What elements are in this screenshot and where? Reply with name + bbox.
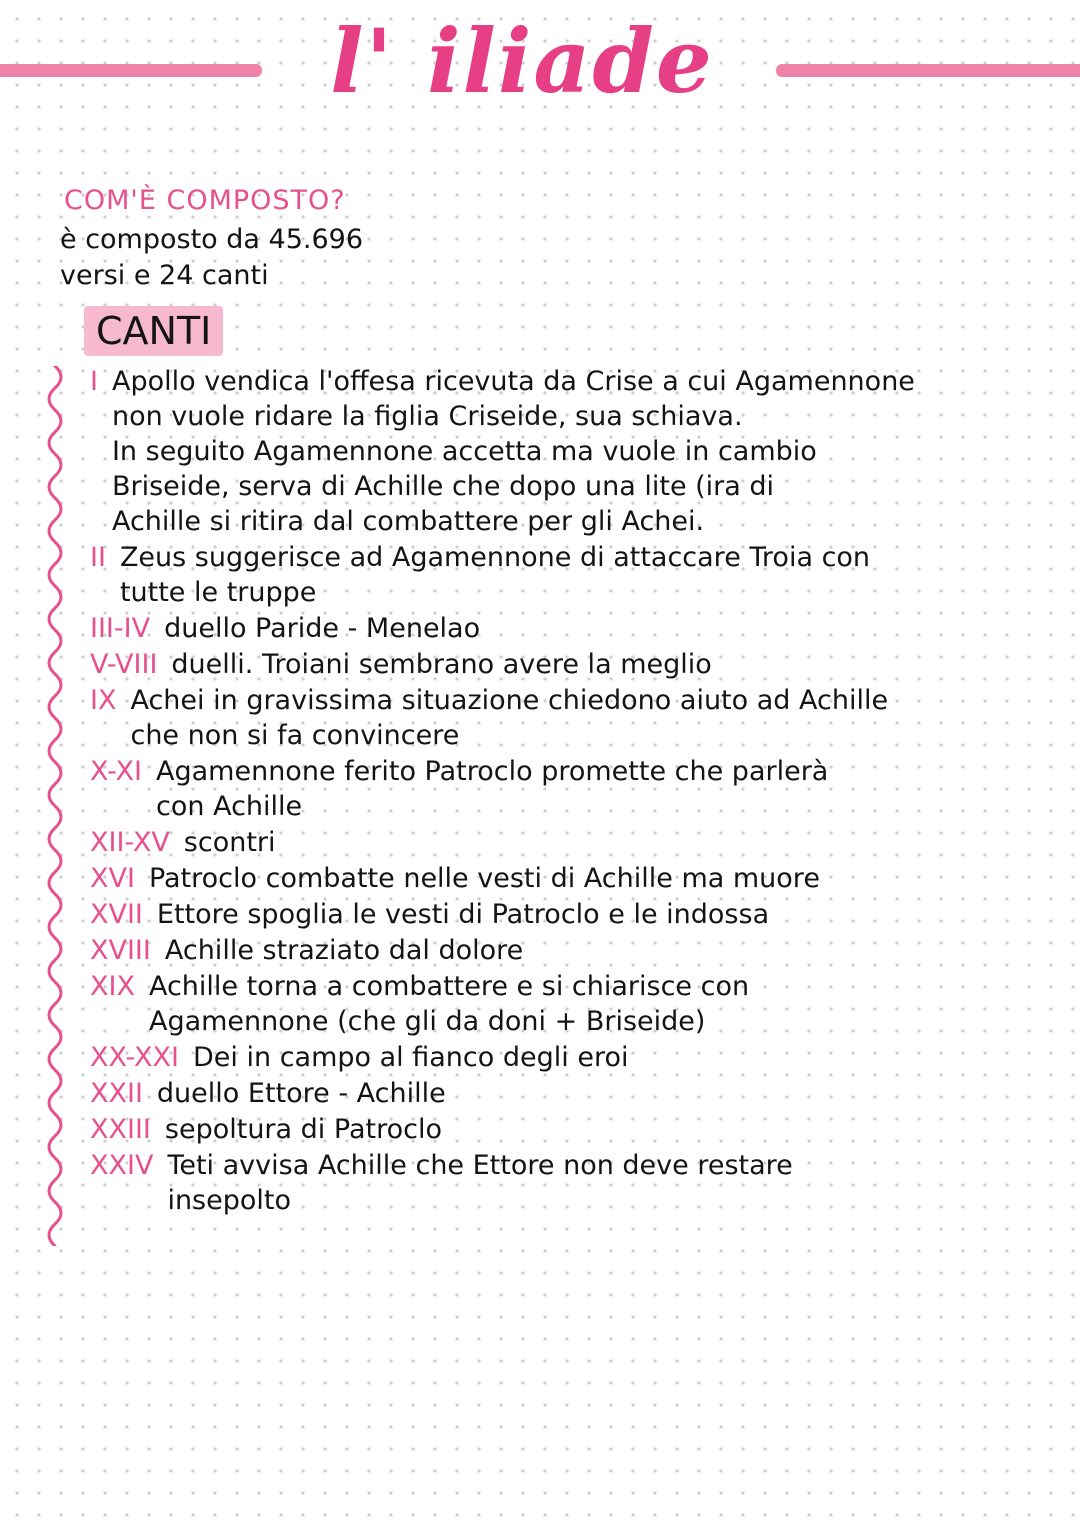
canto-summary	[156, 754, 1060, 824]
canto-summary	[165, 933, 1060, 968]
canto-item	[90, 611, 1060, 646]
canto-summary-line: scontri	[183, 827, 276, 858]
canto-item	[90, 933, 1060, 968]
canto-summary-line: insepolto	[167, 1185, 291, 1216]
canto-summary	[130, 683, 1060, 753]
canto-summary-line: sepoltura di Patroclo	[164, 1114, 442, 1145]
canto-summary-line: non vuole ridare la figlia Criseide, sua schiava.	[111, 401, 743, 432]
intro-text	[60, 222, 363, 294]
canto-summary	[149, 969, 1060, 1039]
canto-summary-line: Achille straziato dal dolore	[164, 935, 524, 966]
canto-summary	[165, 1112, 1060, 1147]
section-question: COM'È COMPOSTO?	[64, 185, 346, 216]
canto-summary-line: Achille si ritira dal combattere per gli Achei.	[111, 506, 705, 537]
title-rule-right	[776, 64, 1080, 77]
canto-summary	[167, 1148, 1060, 1218]
canto-number: V-VIII	[90, 649, 158, 680]
canto-summary-line: Agamennone (che gli da doni + Briseide)	[148, 1006, 706, 1037]
canto-number: XXIII	[90, 1114, 151, 1145]
canto-summary-line: Patroclo combatte nelle vesti di Achille ma muore	[148, 863, 820, 894]
canto-number: II	[90, 542, 106, 573]
canto-number: XVI	[90, 863, 135, 894]
wavy-margin-line	[40, 366, 70, 1246]
canto-summary	[149, 861, 1060, 896]
canto-summary-line: Apollo vendica l'offesa ricevuta da Crise a cui Agamennone	[111, 366, 915, 397]
canto-number: XXIV	[90, 1150, 154, 1181]
canto-number: XVIII	[90, 935, 151, 966]
canto-item	[90, 969, 1060, 1039]
canto-item	[90, 647, 1060, 682]
title-rule-left	[0, 64, 262, 77]
canto-number: X-XI	[90, 756, 143, 787]
canto-number: XXII	[90, 1078, 143, 1109]
canto-summary-line: duello Ettore - Achille	[156, 1078, 446, 1109]
canto-summary	[164, 611, 1060, 646]
canto-summary-line: Briseide, serva di Achille che dopo una lite (ira di	[111, 471, 775, 502]
canto-item	[90, 1112, 1060, 1147]
canto-item	[90, 825, 1060, 860]
canto-summary	[157, 897, 1060, 932]
canto-summary-line: Dei in campo al fianco degli eroi	[193, 1042, 629, 1073]
canto-summary-line: Ettore spoglia le vesti di Patroclo e le indossa	[156, 899, 770, 930]
canto-summary	[157, 1076, 1060, 1111]
canto-number: XX-XXI	[90, 1042, 180, 1073]
canto-summary	[120, 540, 1060, 610]
canto-summary-line: duello Paride - Menelao	[164, 613, 481, 644]
canto-summary-line: Achille torna a combattere e si chiarisce con	[148, 971, 750, 1002]
canto-item	[90, 754, 1060, 824]
canto-item	[90, 540, 1060, 610]
canto-number: XIX	[90, 971, 135, 1002]
canto-item	[90, 1076, 1060, 1111]
canto-summary	[184, 825, 1060, 860]
canti-list	[90, 364, 1060, 1219]
intro-line: è composto da 45.696	[60, 224, 364, 255]
canto-item	[90, 861, 1060, 896]
canto-number: XVII	[90, 899, 143, 930]
canto-item	[90, 897, 1060, 932]
canto-summary-line: con Achille	[156, 791, 303, 822]
canto-summary-line: tutte le truppe	[119, 577, 317, 608]
canto-item	[90, 1148, 1060, 1218]
canto-summary	[193, 1040, 1060, 1075]
canto-summary-line: In seguito Agamennone accetta ma vuole in cambio	[111, 436, 817, 467]
canto-item	[90, 1040, 1060, 1075]
page-title: l' iliade	[330, 9, 714, 113]
canto-summary	[112, 364, 1060, 539]
canto-summary-line: duelli. Troiani sembrano avere la meglio	[171, 649, 712, 680]
canto-summary	[171, 647, 1060, 682]
canto-number: I	[90, 366, 98, 397]
intro-line: versi e 24 canti	[60, 260, 269, 291]
canto-number: XII-XV	[90, 827, 170, 858]
canto-number: III-IV	[90, 613, 151, 644]
canto-summary-line: Zeus suggerisce ad Agamennone di attaccare Troia con	[119, 542, 871, 573]
canto-item	[90, 683, 1060, 753]
canti-heading: CANTI	[84, 306, 223, 356]
canto-summary-line: Achei in gravissima situazione chiedono aiuto ad Achille	[130, 685, 889, 716]
canto-summary-line: Teti avvisa Achille che Ettore non deve restare	[167, 1150, 793, 1181]
canto-number: IX	[90, 685, 117, 716]
canto-item	[90, 364, 1060, 539]
canto-summary-line: Agamennone ferito Patroclo promette che parlerà	[156, 756, 829, 787]
canto-summary-line: che non si fa convincere	[130, 720, 460, 751]
